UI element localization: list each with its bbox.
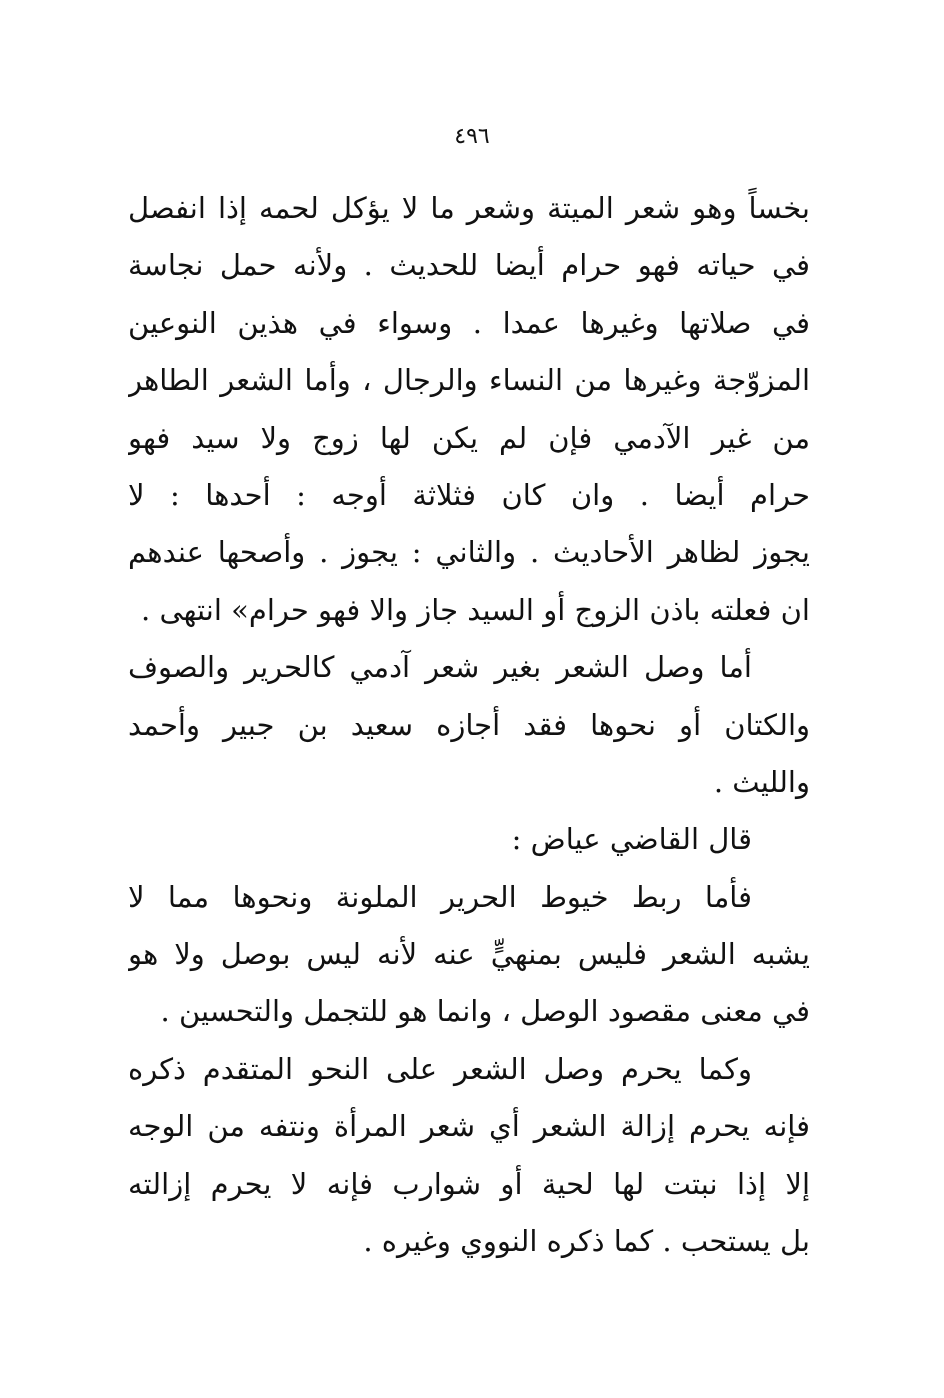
text-line: فأما ربط خيوط الحرير الملونة ونحوها مما لا: [128, 879, 752, 914]
text-line: أما وصل الشعر بغير شعر آدمي كالحرير والصوف: [128, 650, 752, 685]
text-line: بل يستحب . كما ذكره النووي وغيره .: [363, 1224, 810, 1259]
text-line: والليث .: [713, 764, 810, 799]
text-line: في حياته فهو حرام أيضا للحديث . ولأنه حمل نجاسة: [128, 248, 810, 283]
text-line: حرام أيضا . وان كان فثلاثة أوجه : أحدها : لا: [128, 477, 810, 512]
text-line: فإنه يحرم إزالة الشعر أي شعر المرأة ونتفه من الوجه: [128, 1109, 810, 1144]
text-line: في معنى مقصود الوصل ، وانما هو للتجمل والتحسين .: [160, 994, 810, 1029]
text-line: المزوّجة وغيرها من النساء والرجال ، وأما الشعر الطاهر: [128, 363, 810, 398]
text-line: إلا إذا نبتت لها لحية أو شوارب فإنه لا يحرم إزالته: [128, 1166, 810, 1201]
text-line: قال القاضي عياض :: [511, 822, 752, 857]
page-number: ٤٩٦: [454, 124, 490, 149]
text-line: وكما يحرم وصل الشعر على النحو المتقدم ذكره: [128, 1051, 752, 1086]
text-line: والكتان أو نحوها فقد أجازه سعيد بن جبير وأحمد: [128, 707, 810, 742]
text-line: يجوز لظاهر الأحاديث . والثاني : يجوز . وأصحها عندهم: [128, 535, 810, 570]
text-line: بخساً وهو شعر الميتة وشعر ما لا يؤكل لحمه إذا انفصل: [128, 191, 810, 225]
text-line: من غير الآدمي فإن لم يكن لها زوج ولا سيد فهو: [128, 420, 810, 455]
text-line: ان فعلته باذن الزوج أو السيد جاز والا فهو حرام» انتهى .: [141, 592, 810, 627]
body-text: [128, 180, 810, 1270]
text-line: يشبه الشعر فليس بمنهيٍّ عنه لأنه ليس بوصل ولا هو: [128, 937, 810, 972]
text-line: في صلاتها وغيرها عمدا . وسواء في هذين النوعين: [128, 305, 810, 340]
